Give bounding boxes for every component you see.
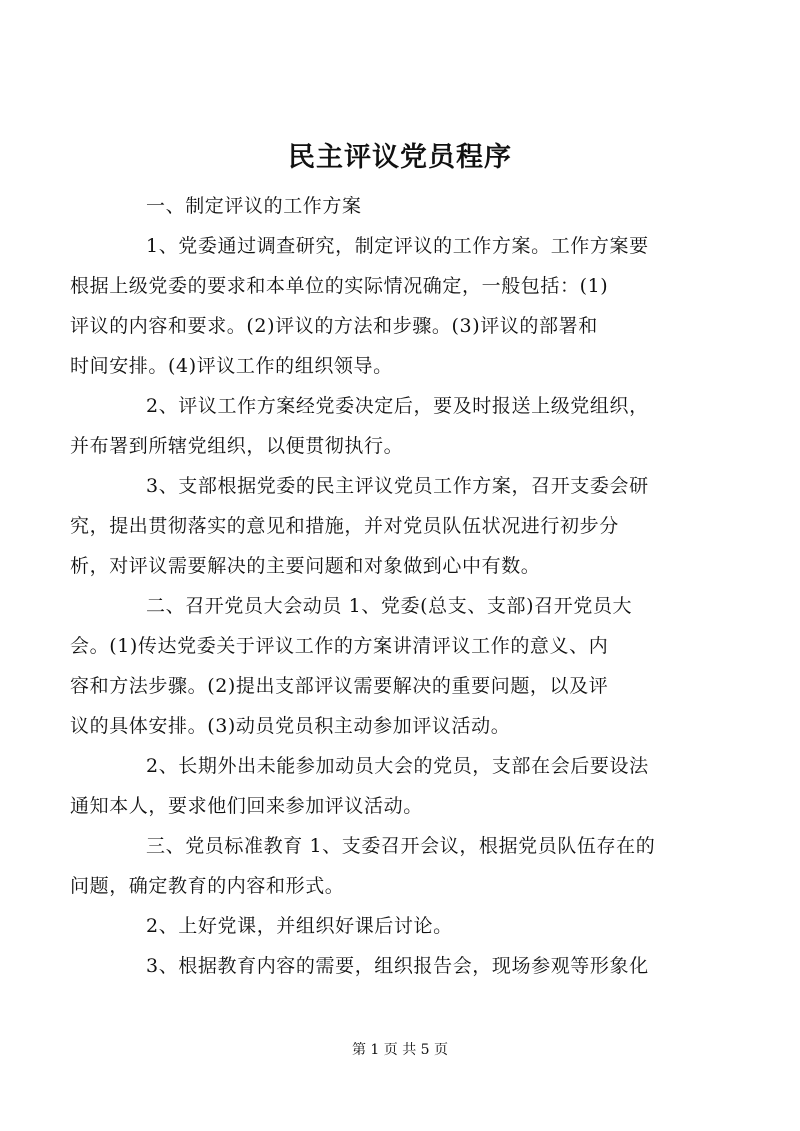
text-line: 1、党委通过调查研究，制定评议的工作方案。工作方案要 <box>146 235 649 257</box>
paragraph-section-3 <box>70 826 720 906</box>
text-line: 一、制定评议的工作方案 <box>146 195 362 217</box>
paragraph-section-1-item-3 <box>70 466 720 586</box>
text-line: 会。(1)传达党委关于评议工作的方案讲清评议工作的意义、内 <box>70 635 609 657</box>
document-body <box>70 186 720 986</box>
document-title: 民主评议党员程序 <box>288 142 512 173</box>
text-line: 2、长期外出未能参加动员大会的党员，支部在会后要设法 <box>146 755 649 777</box>
paragraph-section-2-item-2 <box>70 746 720 826</box>
text-line: 三、党员标准教育 1、支委召开会议，根据党员队伍存在的 <box>146 835 656 857</box>
text-line: 议的具体安排。(3)动员党员积主动参加评议活动。 <box>70 715 511 737</box>
text-line: 二、召开党员大会动员 1、党委(总支、支部)召开党员大 <box>146 595 633 617</box>
text-line: 根据上级党委的要求和本单位的实际情况确定，一般包括：(1) <box>70 275 609 297</box>
text-line: 3、根据教育内容的需要，组织报告会，现场参观等形象化 <box>146 955 649 977</box>
text-line: 析，对评议需要解决的主要问题和对象做到心中有数。 <box>70 555 541 577</box>
text-line: 问题，确定教育的内容和形式。 <box>70 875 345 897</box>
text-line: 评议的内容和要求。(2)评议的方法和步骤。(3)评议的部署和 <box>70 315 598 337</box>
text-line: 究，提出贯彻落实的意见和措施，并对党员队伍状况进行初步分 <box>70 515 619 537</box>
text-line: 2、上好党课，并组织好课后讨论。 <box>146 915 453 937</box>
paragraph-section-3-item-2 <box>108 906 720 946</box>
text-line: 2、评议工作方案经党委决定后，要及时报送上级党组织， <box>146 395 649 417</box>
text-line: 并布署到所辖党组织，以便贯彻执行。 <box>70 435 404 457</box>
paragraph-section-1-heading <box>108 186 720 226</box>
paragraph-section-3-item-3 <box>108 946 720 986</box>
paragraph-section-2 <box>70 586 720 746</box>
text-line: 时间安排。(4)评议工作的组织领导。 <box>70 355 393 377</box>
text-line: 3、支部根据党委的民主评议党员工作方案，召开支委会研 <box>146 475 649 497</box>
text-line: 通知本人，要求他们回来参加评议活动。 <box>70 795 423 817</box>
text-line: 容和方法步骤。(2)提出支部评议需要解决的重要问题，以及评 <box>70 675 609 697</box>
paragraph-section-1-item-1 <box>70 226 720 386</box>
paragraph-section-1-item-2 <box>70 386 720 466</box>
page-number-footer: 第 1 页 共 5 页 <box>351 1042 449 1058</box>
